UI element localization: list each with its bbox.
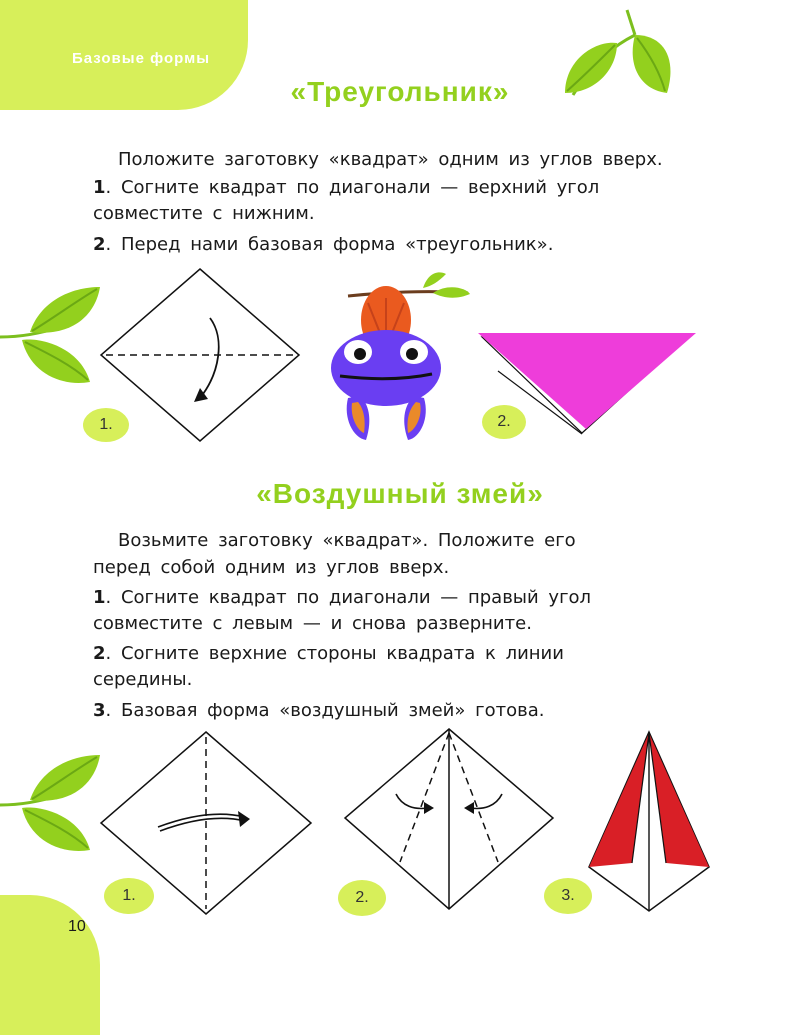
kite-step-3: 3. Базовая форма «воздушный змей» готова. bbox=[93, 700, 545, 721]
kite-fig-3-diagram bbox=[588, 731, 710, 913]
leaves-left-bottom-icon bbox=[0, 750, 110, 860]
kite-fig-1-label: 1. bbox=[104, 878, 154, 914]
section-label: Базовые формы bbox=[72, 50, 211, 67]
heading-triangle: «Треугольник» bbox=[290, 76, 510, 107]
kite-step-1: 1. Согните квадрат по диагонали — правый угол совместите с левым — и снова разверните. bbox=[93, 587, 592, 634]
page-number: 10 bbox=[68, 918, 86, 935]
triangle-step-2: 2. Перед нами базовая форма «треугольник». bbox=[93, 234, 554, 255]
kite-intro-line2: перед собой одним из углов вверх. bbox=[93, 557, 450, 578]
triangle-step-1: 1. Согните квадрат по диагонали — верхний угол совместите с нижним. bbox=[93, 177, 600, 224]
kite-step-2: 2. Согните верхние стороны квадрата к линии середины. bbox=[93, 643, 564, 690]
kite-intro: Возьмите заготовку «квадрат». Положите его bbox=[118, 530, 576, 551]
triangle-intro: Положите заготовку «квадрат» одним из углов вверх. bbox=[118, 149, 663, 170]
triangle-fig-1-diagram bbox=[100, 268, 300, 443]
triangle-fig-1-label: 1. bbox=[83, 408, 129, 442]
bat-character-illustration bbox=[328, 268, 473, 448]
kite-fig-2-label: 2. bbox=[338, 880, 386, 916]
kite-fig-3-label: 3. bbox=[544, 878, 592, 914]
page-corner-decoration bbox=[0, 895, 100, 1035]
heading-kite: «Воздушный змей» bbox=[256, 478, 544, 509]
leaves-left-icon bbox=[0, 282, 110, 392]
triangle-fig-2-label: 2. bbox=[482, 405, 526, 439]
